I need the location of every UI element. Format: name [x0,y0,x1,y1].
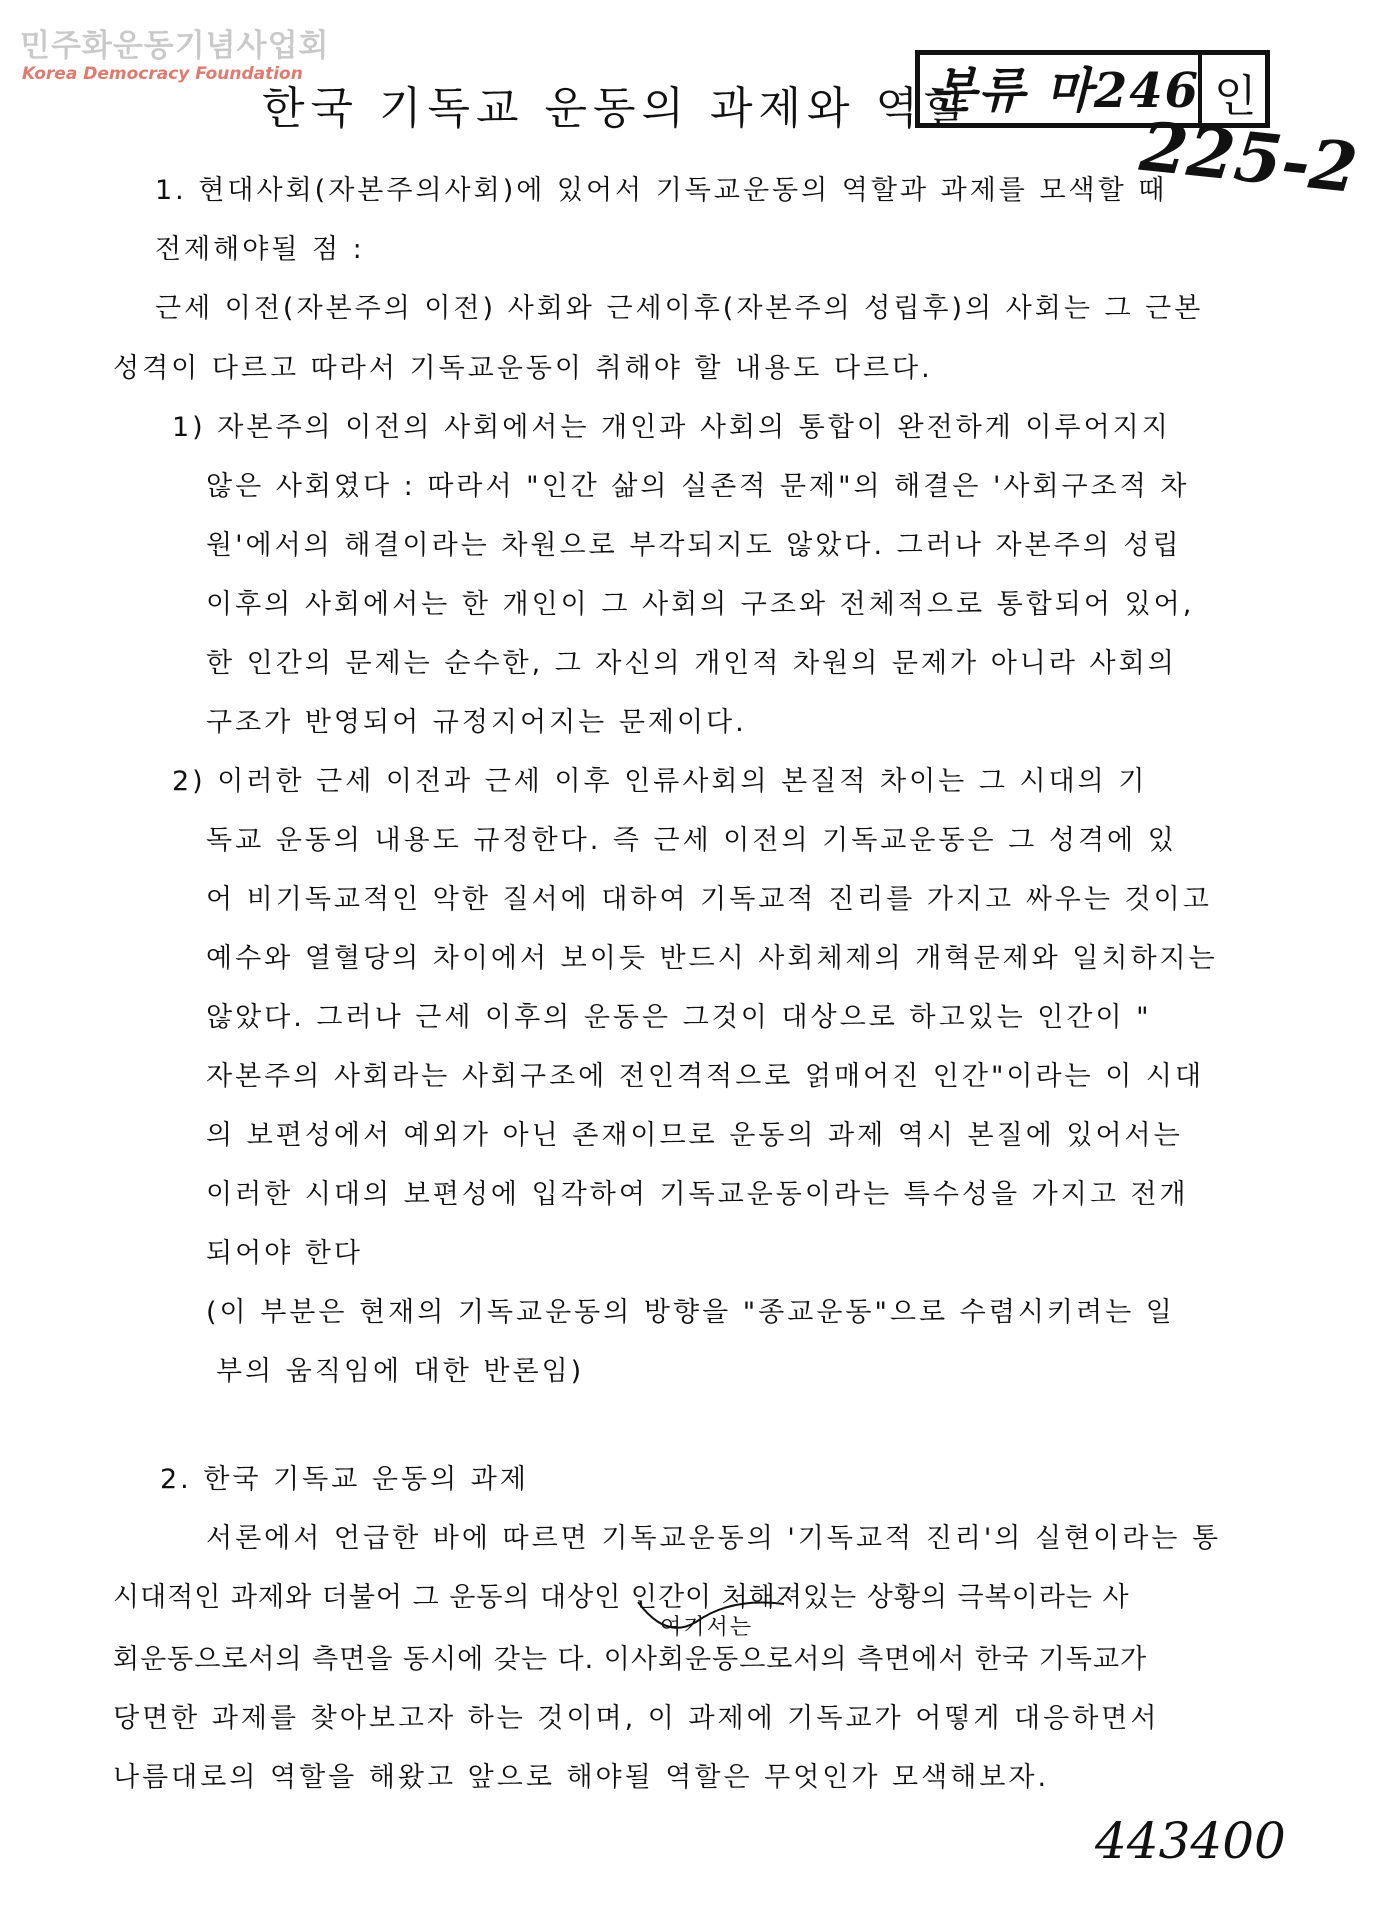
text-line: 당면한 과제를 찾아보고자 하는 것이며, 이 과제에 기독교가 어떻게 대응하면서 [113,1703,1160,1734]
text-line: 나름대로의 역할을 해왔고 앞으로 해야될 역할은 무엇인가 모색해보자. [113,1762,1050,1793]
text-line: 예수와 열혈당의 차이에서 보이듯 반드시 사회체제의 개혁문제와 일치하지는 [206,943,1218,974]
text-line: 독교 운동의 내용도 규정한다. 즉 근세 이전의 기독교운동은 그 성격에 있 [206,825,1177,856]
text-line: 않았다. 그러나 근세 이후의 운동은 그것이 대상으로 하고있는 인간이 " [206,1002,1152,1033]
text-line: 시대적인 과제와 더불어 그 운동의 대상인 인간이 처해져있는 상황의 극복이라는 사 [113,1582,1130,1613]
text-line: 부의 움직임에 대한 반론임) [216,1356,585,1387]
text-line: 1) 자본주의 이전의 사회에서는 개인과 사회의 통합이 완전하게 이루어지지 [172,412,1171,443]
text-line: 근세 이전(자본주의 이전) 사회와 근세이후(자본주의 성립후)의 사회는 그 근본 [155,293,1204,324]
archive-stamp-mark: 인 [1214,71,1257,122]
text-line: 어 비기독교적인 악한 질서에 대하여 기독교적 진리를 가지고 싸우는 것이고 [206,884,1212,915]
document-title: 한국 기독교 운동의 과제와 역할 [262,83,973,134]
text-line: 되어야 한다 [206,1238,363,1269]
text-line: 한 인간의 문제는 순수한, 그 자신의 개인적 차원의 문제가 아니라 사회의 [206,648,1177,679]
text-line: 구조가 반영되어 규정지어지는 문제이다. [206,707,747,738]
text-line: 이후의 사회에서는 한 개인이 그 사회의 구조와 전체적으로 통합되어 있어, [206,589,1195,620]
text-line: 전제해야될 점 : [155,234,365,265]
insertion-caret-mark [636,1592,786,1642]
text-line: 서론에서 언급한 바에 따르면 기독교운동의 '기독교적 진리'의 실현이라는 통 [206,1523,1222,1554]
text-line: 성격이 다르고 따라서 기독교운동이 취해야 할 내용도 다르다. [113,353,933,384]
watermark-org-ko: 민주화운동기념사업회 [20,28,330,64]
text-line: 자본주의 사회라는 사회구조에 전인격적으로 얽매어진 인간"이라는 이 시대 [206,1061,1205,1092]
watermark-org-en: Korea Democracy Foundation [22,64,303,84]
section-heading: 2. 한국 기독교 운동의 과제 [160,1464,529,1495]
text-line: 이러한 시대의 보편성에 입각하여 기독교운동이라는 특수성을 가지고 전개 [206,1179,1189,1210]
archive-stamp-code: 분류 마246 [930,63,1201,119]
text-line: 않은 사회였다 : 따라서 "인간 삶의 실존적 문제"의 해결은 '사회구조적 차 [206,471,1190,502]
handwritten-number: 225-2 [1136,106,1362,210]
text-line: 2) 이러한 근세 이전과 근세 이후 인류사회의 본질적 차이는 그 시대의 기 [172,766,1148,797]
text-line: 1. 현대사회(자본주의사회)에 있어서 기독교운동의 역할과 과제를 모색할 때 [155,175,1168,206]
handwritten-page-number: 443400 [1095,1812,1286,1870]
text-line: (이 부분은 현재의 기독교운동의 방향을 "종교운동"으로 수렴시키려는 일 [206,1297,1175,1328]
text-line: 의 보편성에서 예외가 아닌 존재이므로 운동의 과제 역시 본질에 있어서는 [206,1120,1183,1151]
text-line: 원'에서의 해결이라는 차원으로 부각되지도 않았다. 그러나 자본주의 성립 [206,530,1182,561]
text-line: 회운동으로서의 측면을 동시에 갖는 다. 이사회운동으로서의 측면에서 한국 기독교가 [113,1644,1148,1675]
handwritten-insertion: 여기서는 [660,1615,754,1640]
